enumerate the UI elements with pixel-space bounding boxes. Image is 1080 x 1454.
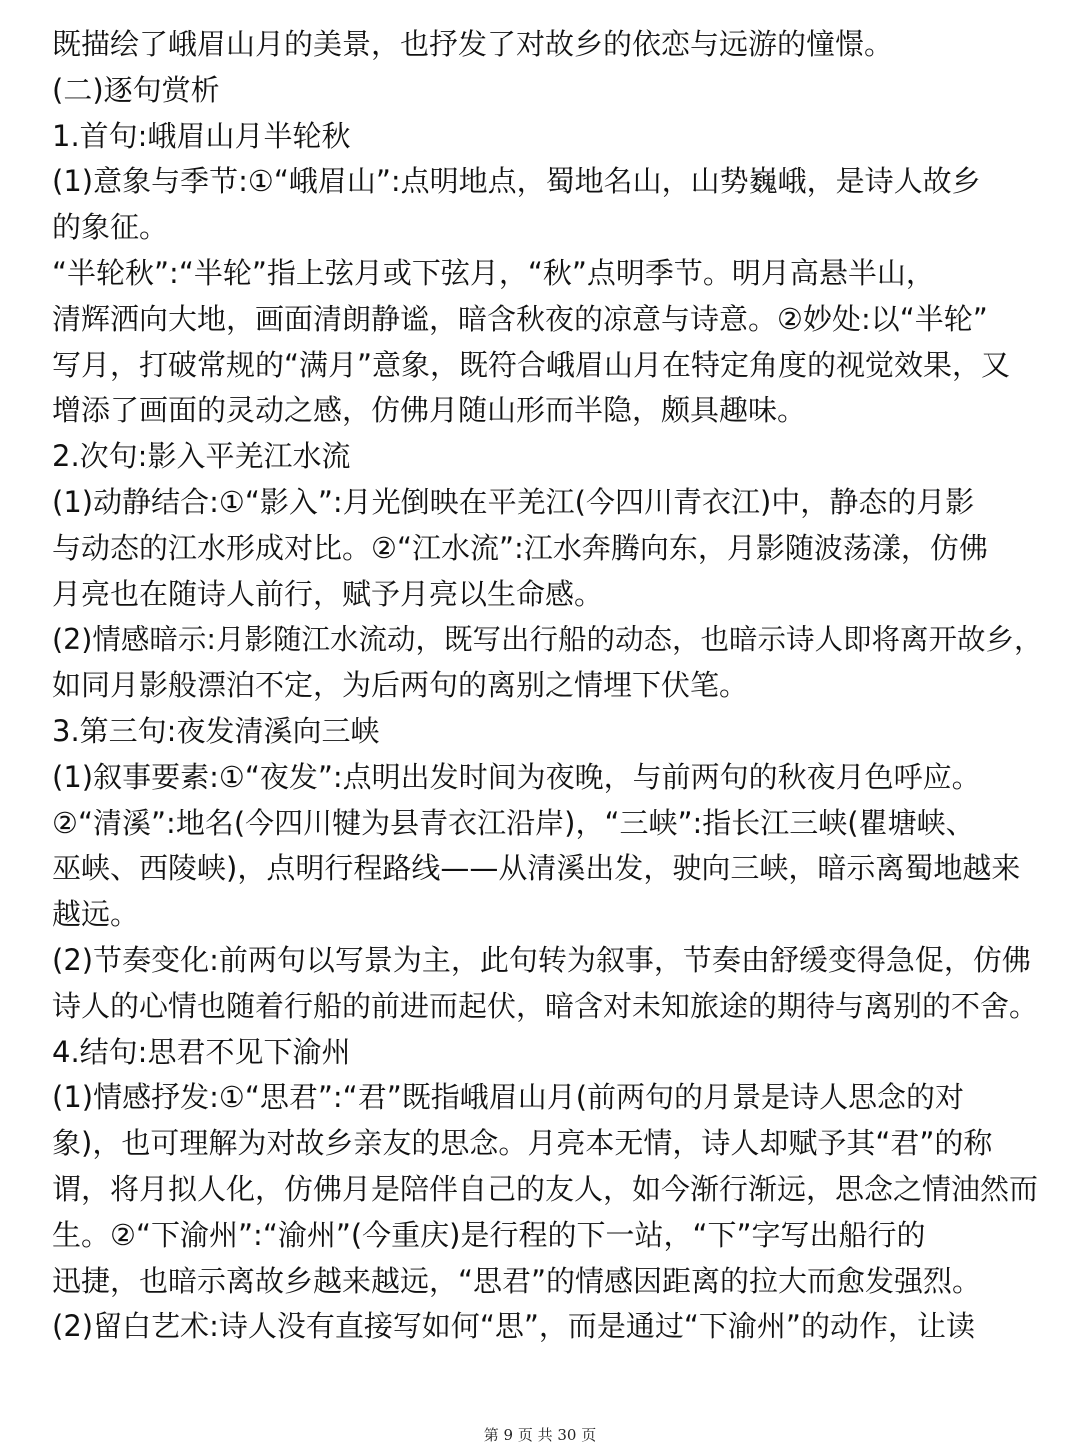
text-line: 生。②“下渝州”:“渝州”(今重庆)是行程的下一站，“下”字写出船行的 [52,1217,926,1252]
text-line: (1)情感抒发:①“思君”:“君”既指峨眉山月(前两句的月景是诗人思念的对 [52,1080,965,1115]
text-line: 既描绘了峨眉山月的美景，也抒发了对故乡的依恋与远游的憧憬。 [52,27,894,61]
text-line: 的象征。 [52,210,169,245]
text-line: (2)留白艺术:诗人没有直接写如何“思”，而是通过“下渝州”的动作，让读 [52,1309,975,1344]
text-line: (1)叙事要素:①“夜发”:点明出发时间为夜晚，与前两句的秋夜月色呼应。 [52,759,981,794]
text-line: 月亮也在随诗人前行，赋予月亮以生命感。 [52,576,604,611]
text-line: 清辉洒向大地，画面清朗静谧，暗含秋夜的凉意与诗意。②妙处:以“半轮” [52,301,988,336]
page-body [52,22,1042,1350]
text-line: (1)动静结合:①“影入”:月光倒映在平羌江(今四川青衣江)中，静态的月影 [52,484,975,519]
text-line: 4.结句:思君不见下渝州 [52,1034,351,1069]
text-line: 象)，也可理解为对故乡亲友的思念。月亮本无情，诗人却赋予其“君”的称 [52,1126,993,1161]
text-line: (二)逐句赏析 [52,72,220,107]
text-line: (2)情感暗示:月影随江水流动，既写出行船的动态，也暗示诗人即将离开故乡， [52,623,1042,657]
text-line: 增添了画面的灵动之感，仿佛月随山形而半隐，颇具趣味。 [52,393,807,428]
text-line: (1)意象与季节:①“峨眉山”:点明地点，蜀地名山，山势巍峨，是诗人故乡 [52,164,981,199]
text-line: 2.次句:影入平羌江水流 [52,439,351,474]
text-line: 与动态的江水形成对比。②“江水流”:江水奔腾向东，月影随波荡漾，仿佛 [52,530,988,565]
text-line: 谓，将月拟人化，仿佛月是陪伴自己的友人，如今渐行渐远，思念之情油然而 [52,1171,1039,1206]
text-line: 1.首句:峨眉山月半轮秋 [52,118,351,153]
text-line: 诗人的心情也随着行船的前进而起伏，暗含对未知旅途的期待与离别的不舍。 [52,988,1039,1023]
text-line: (2)节奏变化:前两句以写景为主，此句转为叙事，节奏由舒缓变得急促，仿佛 [52,942,1031,977]
text-line: “半轮秋”:“半轮”指上弦月或下弦月，“秋”点明季节。明月高悬半山， [52,255,935,290]
text-line: 巫峡、西陵峡)，点明行程路线——从清溪出发，驶向三峡，暗示离蜀地越来 [52,851,1021,886]
text-line: 如同月影般漂泊不定，为后两句的离别之情埋下伏笔。 [52,668,749,703]
text-line: 迅捷，也暗示离故乡越来越远，“思君”的情感因距离的拉大而愈发强烈。 [52,1263,982,1298]
text-line: 3.第三句:夜发清溪向三峡 [52,713,380,748]
page-footer: 第 9 页 共 30 页 [483,1426,597,1444]
text-line: ②“清溪”:地名(今四川犍为县青衣江沿岸)，“三峡”:指长江三峡(瞿塘峡、 [52,805,975,840]
text-line: 越远。 [52,897,140,932]
text-line: 写月，打破常规的“满月”意象，既符合峨眉山月在特定角度的视觉效果，又 [52,347,1011,382]
